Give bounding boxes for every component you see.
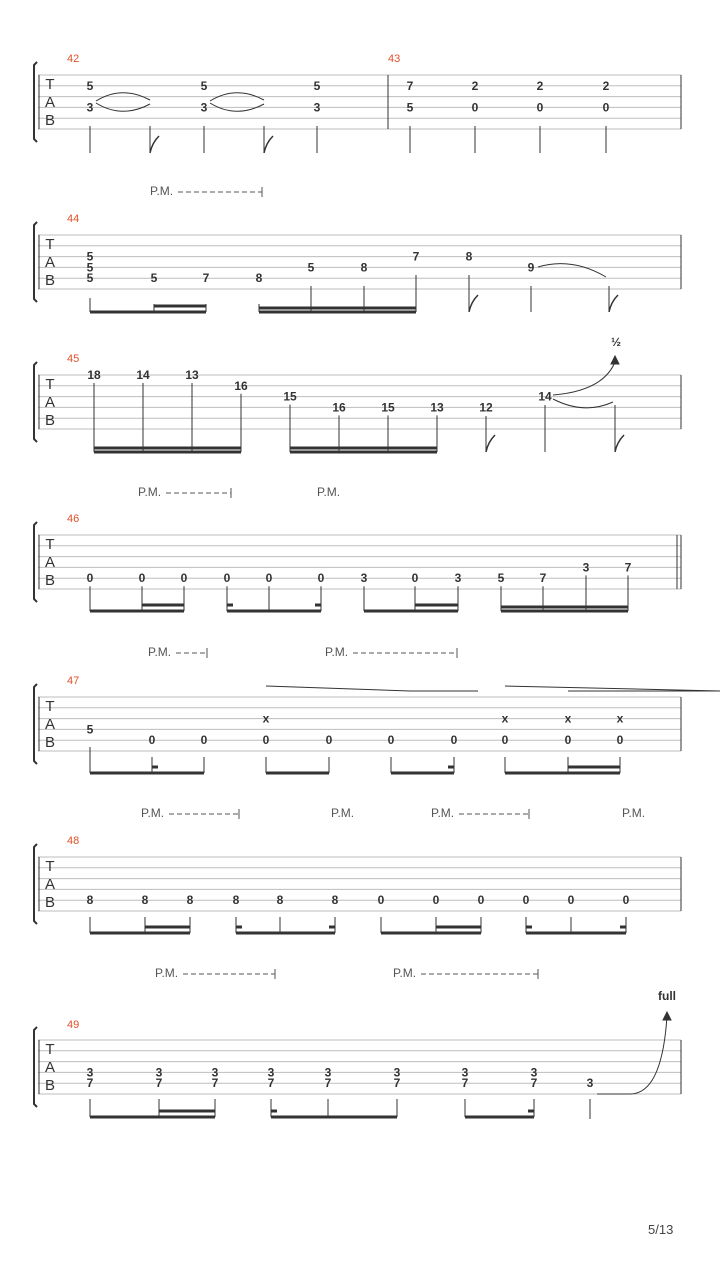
note-flag [469, 295, 478, 312]
system-bracket [34, 222, 37, 302]
fret-number: 0 [616, 733, 624, 748]
system-bracket [34, 684, 37, 764]
measure-number: 48 [67, 835, 80, 847]
fret-number: 0 [317, 571, 325, 586]
fret-number: 3 [86, 1065, 94, 1080]
fret-number: 0 [200, 733, 208, 748]
fret-number: 7 [624, 560, 632, 575]
bend-label: ½ [610, 335, 622, 349]
fret-number: 0 [432, 893, 440, 908]
fret-number: 0 [477, 893, 485, 908]
fret-number: 8 [186, 893, 194, 908]
fret-number: 3 [155, 1065, 163, 1080]
fret-number: 0 [450, 733, 458, 748]
fret-number: 0 [148, 733, 156, 748]
page-number: 5/13 [648, 1222, 674, 1237]
fret-number: 7 [412, 249, 420, 264]
fret-number: 7 [155, 1076, 163, 1091]
fret-number: 0 [567, 893, 575, 908]
fret-number: 5 [497, 571, 505, 586]
measure-number: 44 [67, 213, 80, 225]
tab-clef-letter: A [44, 554, 56, 571]
system-bracket [34, 62, 37, 142]
fret-number: 3 [267, 1065, 275, 1080]
fret-number: 5 [86, 260, 94, 275]
fret-number: 7 [530, 1076, 538, 1091]
fret-number: 3 [324, 1065, 332, 1080]
fret-number: 0 [564, 733, 572, 748]
fret-number: 8 [331, 893, 339, 908]
fret-number: 5 [86, 722, 94, 737]
fret-number: 8 [255, 271, 263, 286]
fret-number: 8 [276, 893, 284, 908]
tab-clef-letter: B [44, 412, 56, 429]
fret-number: 13 [430, 400, 444, 415]
system-bracket [34, 844, 37, 924]
fret-number: 16 [332, 400, 346, 415]
fret-number: 0 [602, 100, 610, 115]
bend-label: full [658, 989, 676, 1003]
measure-number: 45 [67, 353, 80, 365]
tab-clef-letter: T [45, 858, 55, 875]
fret-number: 8 [232, 893, 240, 908]
tab-clef-letter: T [45, 236, 55, 253]
tab-clef-letter: T [45, 698, 55, 715]
palm-mute-label: P.M. [325, 645, 349, 659]
fret-number: 5 [86, 249, 94, 264]
note-flag [609, 295, 618, 312]
fret-number: 5 [200, 78, 208, 93]
fret-number: 8 [141, 893, 149, 908]
tab-clef-letter: T [45, 376, 55, 393]
note-flag [150, 136, 159, 153]
fret-number: 3 [86, 100, 94, 115]
fret-number: 0 [622, 893, 630, 908]
fret-number: 3 [393, 1065, 401, 1080]
bend-arrow-icon [611, 356, 619, 364]
fret-number: 8 [465, 249, 473, 264]
fret-number: 15 [381, 400, 395, 415]
fret-number: 3 [586, 1076, 594, 1091]
fret-number: 0 [471, 100, 479, 115]
fret-number: x [501, 711, 509, 726]
fret-number: 2 [602, 78, 610, 93]
palm-mute-label: P.M. [138, 485, 162, 499]
fret-number: x [564, 711, 572, 726]
fret-number: 3 [360, 571, 368, 586]
fret-number: 0 [223, 571, 231, 586]
fret-number: 0 [377, 893, 385, 908]
fret-number: 0 [536, 100, 544, 115]
tab-clef-letter: B [44, 272, 56, 289]
measure-number: 46 [67, 513, 80, 525]
system-bracket [34, 362, 37, 442]
fret-number: 7 [539, 571, 547, 586]
fret-number: 14 [136, 368, 150, 382]
palm-mute-label: P.M. [431, 806, 455, 820]
tab-clef-letter: A [44, 94, 56, 111]
tab-clef-letter: A [44, 716, 56, 733]
note-flag [486, 435, 495, 452]
fret-number: 2 [536, 78, 544, 93]
palm-mute-label: P.M. [150, 184, 174, 198]
note-flag [264, 136, 273, 153]
fret-number: 0 [86, 571, 94, 586]
fret-number: 8 [86, 893, 94, 908]
tab-clef-letter: B [44, 734, 56, 751]
palm-mute-label: P.M. [148, 645, 172, 659]
fret-number: 7 [202, 271, 210, 286]
fret-number: 0 [387, 733, 395, 748]
fret-number: 0 [411, 571, 419, 586]
slide-line [505, 686, 720, 691]
system-bracket [34, 1027, 37, 1107]
fret-number: 15 [283, 389, 297, 404]
fret-number: 0 [138, 571, 146, 586]
palm-mute-label: P.M. [141, 806, 165, 820]
fret-number: 3 [313, 100, 321, 115]
fret-number: 13 [185, 368, 199, 382]
fret-number: 7 [324, 1076, 332, 1091]
fret-number: x [616, 711, 624, 726]
tie [553, 399, 613, 408]
fret-number: x [262, 711, 270, 726]
system-bracket [34, 522, 37, 602]
fret-number: 7 [86, 1076, 94, 1091]
fret-number: 0 [180, 571, 188, 586]
fret-number: 5 [313, 78, 321, 93]
tab-clef-letter: A [44, 876, 56, 893]
fret-number: 18 [87, 368, 101, 382]
fret-number: 5 [150, 271, 158, 286]
bend-arrow-icon [663, 1012, 671, 1020]
fret-number: 9 [527, 260, 535, 275]
fret-number: 7 [211, 1076, 219, 1091]
fret-number: 0 [325, 733, 333, 748]
slide-line [266, 686, 478, 691]
fret-number: 5 [86, 78, 94, 93]
tab-clef-letter: A [44, 1059, 56, 1076]
tab-clef-letter: T [45, 76, 55, 93]
fret-number: 7 [461, 1076, 469, 1091]
tie [538, 264, 606, 277]
fret-number: 14 [538, 389, 552, 404]
fret-number: 5 [406, 100, 414, 115]
palm-mute-label: P.M. [331, 806, 355, 820]
measure-number: 43 [388, 53, 401, 65]
fret-number: 3 [200, 100, 208, 115]
palm-mute-label: P.M. [393, 966, 417, 980]
bend-curve [553, 362, 615, 395]
fret-number: 7 [267, 1076, 275, 1091]
fret-number: 0 [501, 733, 509, 748]
palm-mute-label: P.M. [317, 485, 341, 499]
fret-number: 12 [479, 400, 493, 415]
bend-curve [597, 1016, 667, 1094]
fret-number: 7 [406, 78, 414, 93]
fret-number: 3 [211, 1065, 219, 1080]
tab-clef-letter: B [44, 1077, 56, 1094]
fret-number: 5 [307, 260, 315, 275]
measure-number: 49 [67, 1019, 80, 1031]
fret-number: 7 [393, 1076, 401, 1091]
fret-number: 3 [582, 560, 590, 575]
fret-number: 8 [360, 260, 368, 275]
palm-mute-label: P.M. [155, 966, 179, 980]
fret-number: 0 [262, 733, 270, 748]
palm-mute-label: P.M. [622, 806, 646, 820]
tab-clef-letter: T [45, 536, 55, 553]
tab-clef-letter: B [44, 894, 56, 911]
fret-number: 5 [86, 271, 94, 286]
tab-clef-letter: B [44, 112, 56, 129]
fret-number: 0 [265, 571, 273, 586]
note-flag [615, 435, 624, 452]
measure-number: 47 [67, 675, 80, 687]
tab-clef-letter: A [44, 394, 56, 411]
tab-clef-letter: B [44, 572, 56, 589]
fret-number: 0 [522, 893, 530, 908]
fret-number: 3 [530, 1065, 538, 1080]
tab-clef-letter: T [45, 1041, 55, 1058]
fret-number: 2 [471, 78, 479, 93]
measure-number: 42 [67, 53, 80, 65]
fret-number: 3 [461, 1065, 469, 1080]
fret-number: 3 [454, 571, 462, 586]
tab-clef-letter: A [44, 254, 56, 271]
fret-number: 16 [234, 378, 248, 393]
